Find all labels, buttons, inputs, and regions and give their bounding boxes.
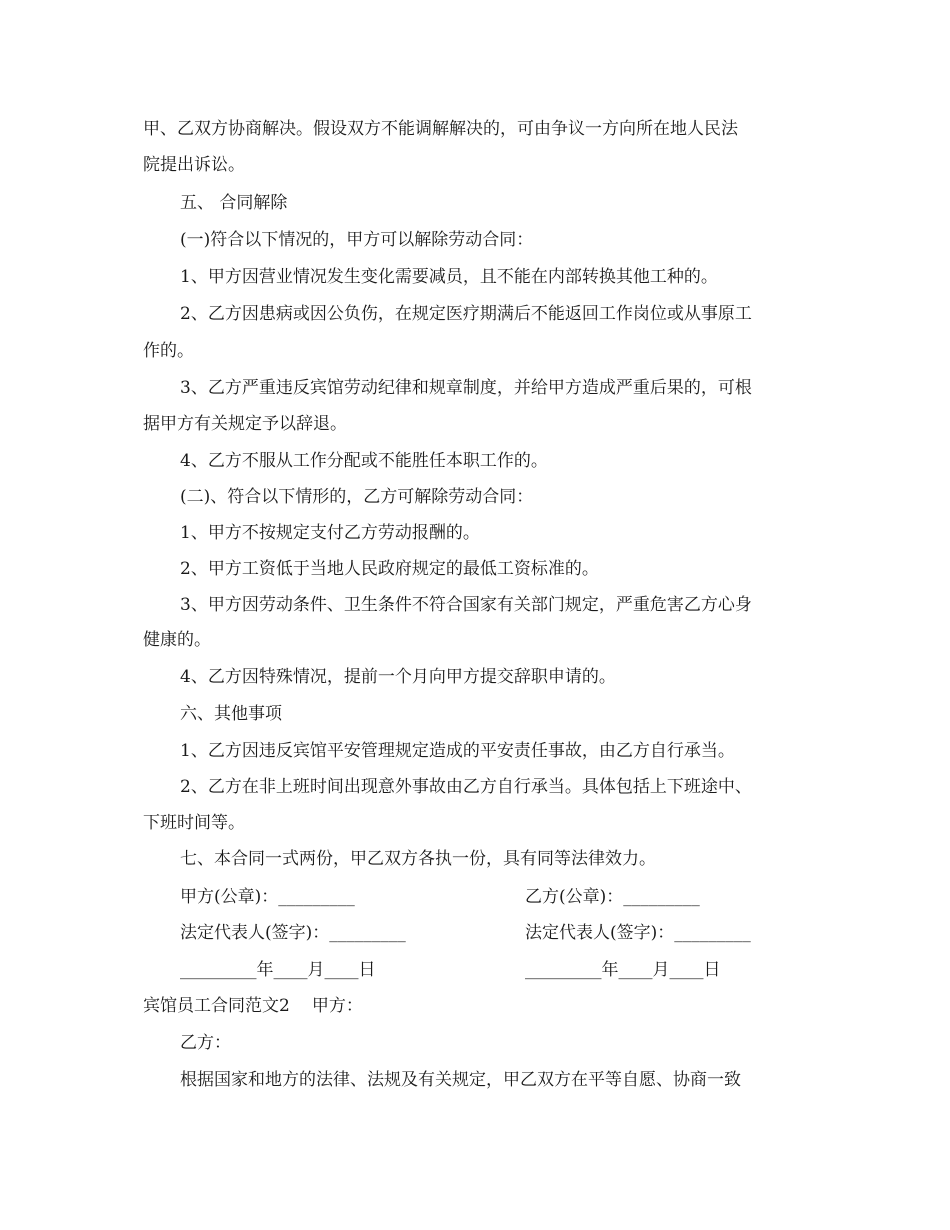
party-a-date: _________年____月____日 (180, 960, 376, 980)
clause-line: 3、乙方严重违反宾馆劳动纪律和规章制度，并给甲方造成严重后果的，可根 (180, 378, 752, 398)
paragraph-line: 院提出诉讼。 (143, 155, 245, 175)
clause-line: 2、甲方工资低于当地人民政府规定的最低工资标准的。 (180, 559, 599, 579)
clause-line: 健康的。 (143, 630, 211, 650)
clause-line: 下班时间等。 (143, 813, 245, 833)
clause-line: 2、乙方因患病或因公负伤，在规定医疗期满后不能返回工作岗位或从事原工 (180, 304, 752, 324)
next-contract-title: 宾馆员工合同范文2 (143, 996, 290, 1016)
section-heading: 六、其他事项 (180, 704, 282, 724)
clause-line: 据甲方有关规定予以辞退。 (143, 414, 347, 434)
clause-line: 2、乙方在非上班时间出现意外事故由乙方自行承当。具体包括上下班途中、 (180, 777, 752, 797)
party-a-label: 甲方： (311, 996, 363, 1016)
party-b-label: 乙方： (180, 1033, 231, 1053)
section-heading: 五、 合同解除 (180, 193, 288, 213)
next-contract-header (143, 995, 950, 1017)
clause-line: 作的。 (143, 341, 194, 361)
clause-line: 4、乙方不服从工作分配或不能胜任本职工作的。 (180, 451, 548, 471)
clause-line: 1、甲方因营业情况发生变化需要减员，且不能在内部转换其他工种的。 (180, 267, 718, 287)
party-a-seal: 甲方(公章)：_________ (180, 887, 355, 907)
subsection-heading: (二)、符合以下情形的，乙方可解除劳动合同： (180, 487, 534, 507)
clause-line: 3、甲方因劳动条件、卫生条件不符合国家有关部门规定，严重危害乙方心身 (180, 595, 752, 615)
clause-line: 1、乙方因违反宾馆平安管理规定造成的平安责任事故，由乙方自行承当。 (180, 741, 735, 761)
subsection-heading: (一)符合以下情况的，甲方可以解除劳动合同： (180, 230, 534, 250)
clause-line: 七、本合同一式两份，甲乙双方各执一份，具有同等法律效力。 (180, 849, 656, 869)
signature-rep-row (180, 922, 950, 944)
paragraph-line: 根据国家和地方的法律、法规及有关规定，甲乙双方在平等自愿、协商一致 (180, 1070, 741, 1090)
clause-line: 1、甲方不按规定支付乙方劳动报酬的。 (180, 523, 480, 543)
party-a-representative: 法定代表人(签字)：_________ (180, 923, 406, 943)
clause-line: 4、乙方因特殊情况，提前一个月向甲方提交辞职申请的。 (180, 667, 616, 687)
party-b-representative: 法定代表人(签字)：_________ (525, 923, 751, 943)
signature-date-row (180, 959, 950, 981)
signature-seal-row (180, 886, 950, 908)
party-b-seal: 乙方(公章)：_________ (525, 887, 700, 907)
party-b-date: _________年____月____日 (525, 960, 721, 980)
paragraph-line: 甲、乙双方协商解决。假设双方不能调解解决的，可由争议一方向所在地人民法 (143, 119, 738, 139)
